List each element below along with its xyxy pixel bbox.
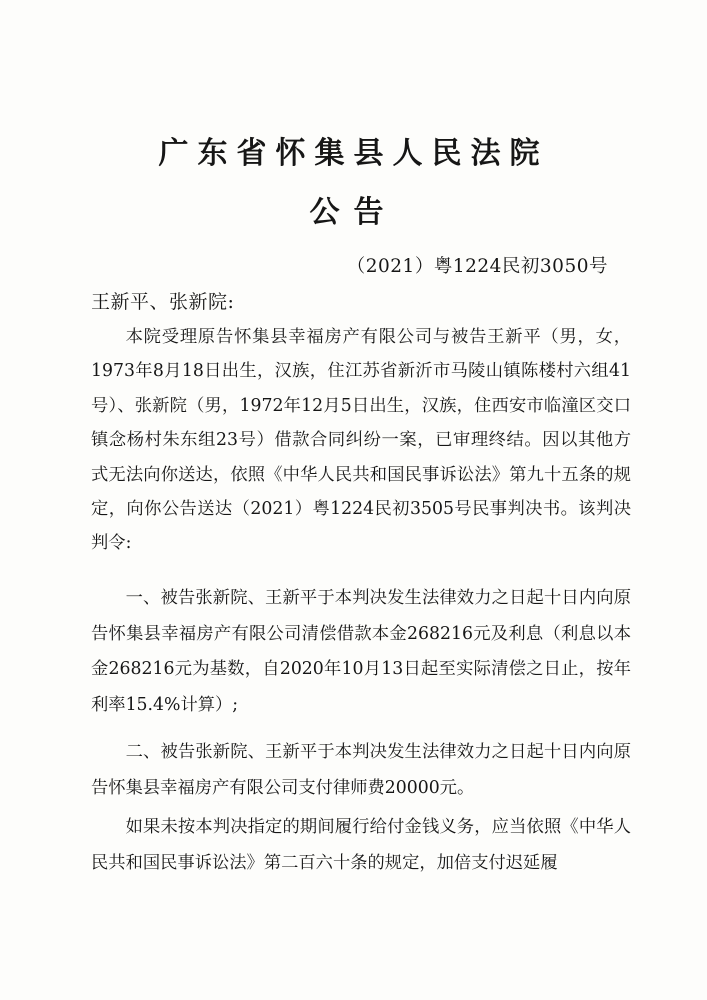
paragraph-judgment-item-2: 二、被告张新院、王新平于本判决发生法律效力之日起十日内向原告怀集县幸福房产有限公司支付律师费20000元。	[91, 742, 631, 798]
case-number: （2021）粤1224民初3050号	[346, 256, 608, 277]
court-name-title: 广东省怀集县人民法院	[158, 136, 549, 171]
paragraph-judgment-item-1: 一、被告张新院、王新平于本判决发生法律效力之日起十日内向原告怀集县幸福房产有限公司清偿借款本金268216元及利息（利息以本金268216元为基数，自2020年10月13日起至实际清偿之日止，按年利率15.4%计算）;	[91, 588, 631, 715]
paragraph-case-summary: 本院受理原告怀集县幸福房产有限公司与被告王新平（男，女，1973年8月18日出生，汉族，住江苏省新沂市马陵山镇陈楼村六组41号）、张新院（男，1972年12月5日出生，汉族，住西安市临潼区交口镇念杨村朱东组23号）借款合同纠纷一案，已审理终结。因以其他方式无法向你送达，依照《中华人民共和国民事诉讼法》第九十五条的规定，向你公告送达（2021）粤1224民初3505号民事判决书。该判决判令:	[91, 327, 631, 554]
addressee-line: 王新平、张新院:	[91, 291, 235, 313]
announcement-heading: 公告	[309, 195, 398, 230]
paragraph-default-notice: 如果未按本判决指定的期间履行给付金钱义务，应当依照《中华人民共和国民事诉讼法》第二百六十条的规定，加倍支付迟延履	[91, 817, 631, 873]
